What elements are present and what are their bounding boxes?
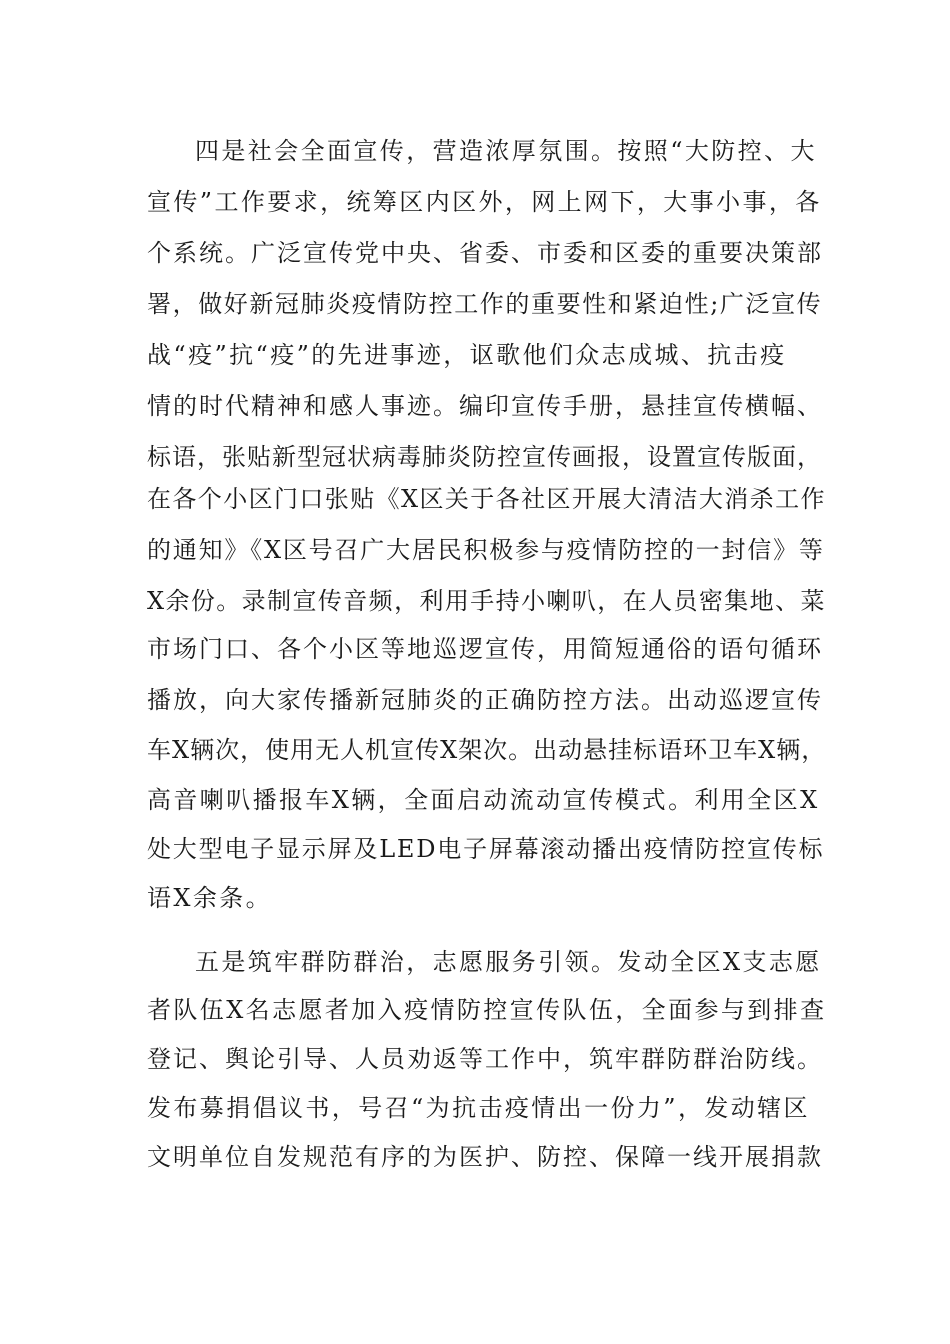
text-line: 四是社会全面宣传，营造浓厚氛围。按照“大防控、大 <box>195 137 817 165</box>
text-line: 情的时代精神和感人事迹。编印宣传手册，悬挂宣传横幅、 <box>147 392 823 420</box>
text-line: 高音喇叭播报车X辆，全面启动流动宣传模式。利用全区X <box>147 786 820 814</box>
text-line: 的通知》《X区号召广大居民积极参与疫情防控的一封信》等 <box>147 536 825 564</box>
text-line: 在各个小区门口张贴《X区关于各社区开展大清洁大消杀工作 <box>147 485 826 513</box>
text-line: 处大型电子显示屏及LED电子屏幕滚动播出疫情防控宣传标 <box>147 835 825 863</box>
text-line: X余份。录制宣传音频，利用手持小喇叭，在人员密集地、菜 <box>147 587 826 615</box>
text-line: 者队伍X名志愿者加入疫情防控宣传队伍，全面参与到排查 <box>147 996 827 1024</box>
text-line: 五是筑牢群防群治，志愿服务引领。发动全区X支志愿 <box>195 948 822 976</box>
text-line: 登记、舆论引导、人员劝返等工作中，筑牢群防群治防线。 <box>147 1045 823 1073</box>
text-line: 战“疫”抗“疫”的先进事迹，讴歌他们众志成城、抗击疫 <box>147 341 787 369</box>
text-line: 署，做好新冠肺炎疫情防控工作的重要性和紧迫性;广泛宣传 <box>147 290 823 318</box>
text-line: 播放，向大家传播新冠肺炎的正确防控方法。出动巡逻宣传 <box>147 686 823 714</box>
text-line: 标语，张贴新型冠状病毒肺炎防控宣传画报，设置宣传版面， <box>147 443 822 471</box>
text-line: 市场门口、各个小区等地巡逻宣传，用简短通俗的语句循环 <box>147 635 823 663</box>
text-line: 个系统。广泛宣传党中央、省委、市委和区委的重要决策部 <box>147 239 823 267</box>
text-line: 文明单位自发规范有序的为医护、防控、保障一线开展捐款 <box>147 1143 823 1171</box>
text-line: 语X余条。 <box>147 884 273 912</box>
text-line: 宣传”工作要求，统筹区内区外，网上网下，大事小事，各 <box>147 188 822 216</box>
text-line: 发布募捐倡议书，号召“为抗击疫情出一份力”，发动辖区 <box>147 1094 810 1122</box>
text-line: 车X辆次，使用无人机宣传X架次。出动悬挂标语环卫车X辆， <box>147 736 827 764</box>
